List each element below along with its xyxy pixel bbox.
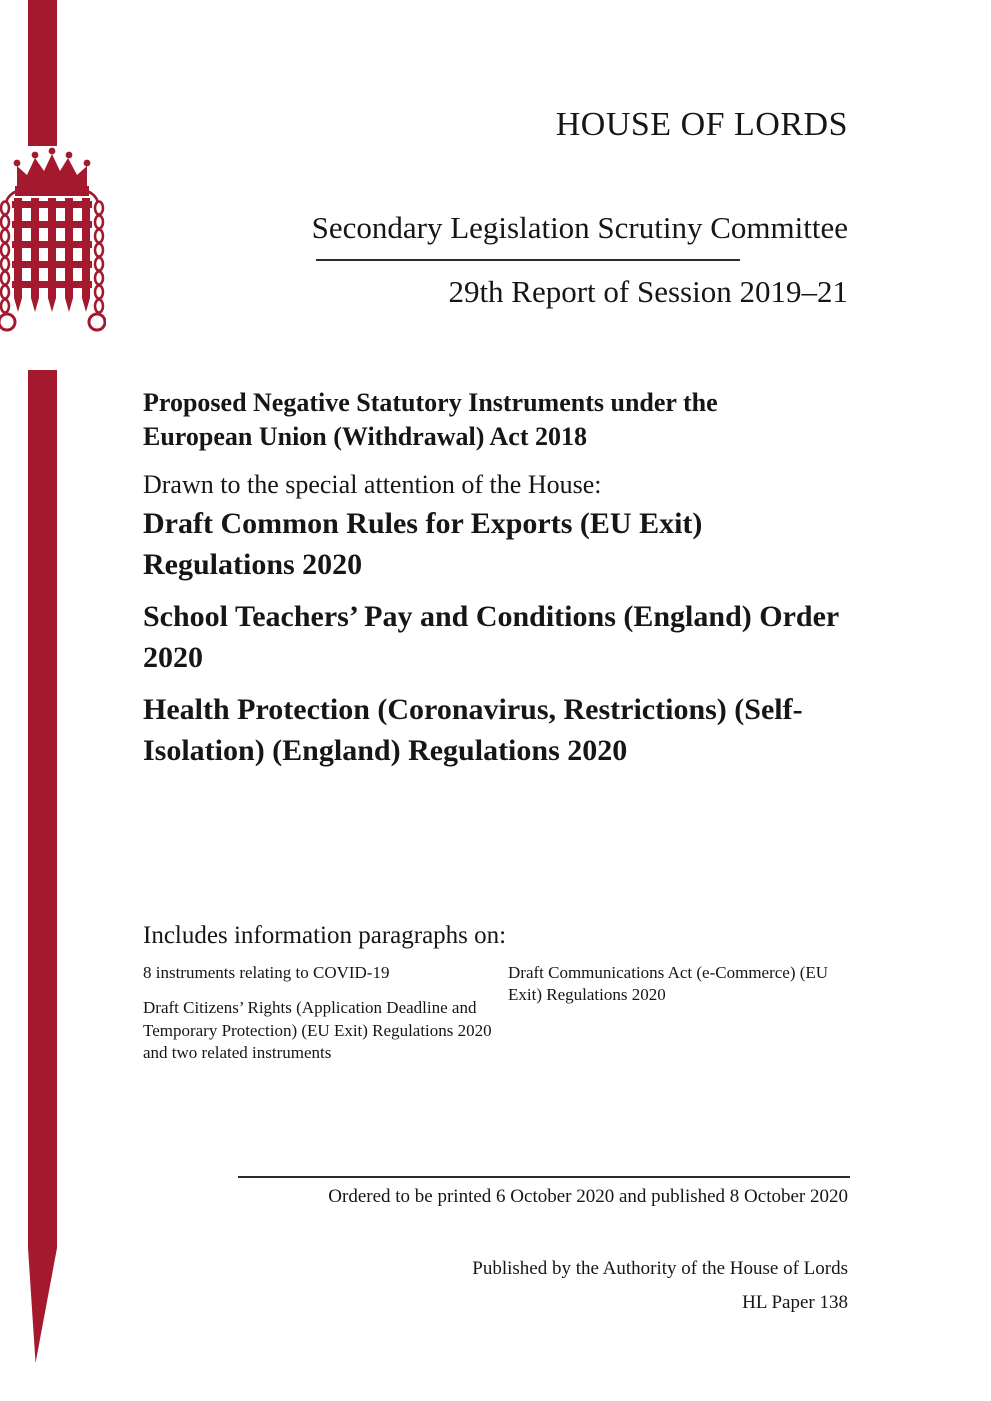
title-divider-rule bbox=[316, 259, 740, 261]
left-accent-stripe-tip bbox=[28, 1248, 57, 1363]
ordered-printed-line: Ordered to be printed 6 October 2020 and published 8 October 2020 bbox=[328, 1186, 848, 1207]
published-authority-line: Published by the Authority of the House of Lords bbox=[472, 1258, 848, 1279]
house-of-lords-logo bbox=[0, 146, 106, 370]
drawn-attention-line: Drawn to the special attention of the House: bbox=[143, 470, 602, 499]
instrument-title: School Teachers’ Pay and Conditions (England) Order 2020 bbox=[143, 600, 839, 674]
includes-item: 8 instruments relating to COVID-19 bbox=[143, 963, 390, 982]
session-report-title: 29th Report of Session 2019–21 bbox=[448, 274, 848, 309]
crowned-portcullis-icon bbox=[0, 146, 106, 368]
proposed-negative-si-heading: Proposed Negative Statutory Instruments under the European Union (Withdrawal) Act 2018 bbox=[143, 388, 718, 451]
includes-section-title: Includes information paragraphs on: bbox=[143, 922, 507, 949]
committee-title: Secondary Legislation Scrutiny Committee bbox=[311, 210, 848, 245]
instrument-title: Health Protection (Coronavirus, Restrictions) (Self-Isolation) (England) Regulations 2020 bbox=[143, 693, 803, 767]
includes-item: Draft Communications Act (e-Commerce) (EU Exit) Regulations 2020 bbox=[508, 963, 829, 1005]
includes-column-right bbox=[508, 962, 830, 1020]
includes-item: Draft Citizens’ Rights (Application Deadline and Temporary Protection) (EU Exit) Regulations 2020 and two related instruments bbox=[143, 998, 492, 1063]
hl-paper-number: HL Paper 138 bbox=[742, 1292, 848, 1313]
house-title: HOUSE OF LORDS bbox=[555, 106, 848, 143]
includes-column-left bbox=[143, 962, 508, 1078]
instrument-title-list bbox=[143, 504, 843, 783]
footer-divider-rule bbox=[238, 1176, 850, 1178]
instrument-title: Draft Common Rules for Exports (EU Exit) Regulations 2020 bbox=[143, 507, 703, 581]
